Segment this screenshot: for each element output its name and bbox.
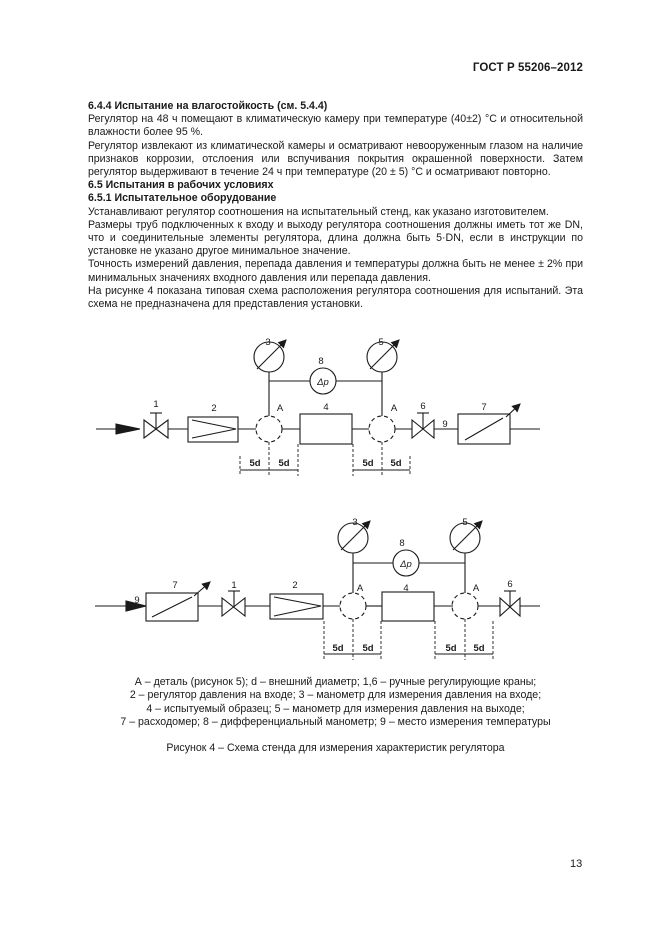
dim-label-5d: 5d (473, 643, 485, 654)
dim-label-5d: 5d (390, 458, 402, 469)
legend-line: 7 – расходомер; 8 – дифференциальный манометр; 9 – место измерения температуры (120, 716, 551, 729)
inlet-regulator-2 (270, 594, 323, 619)
label-1: 1 (231, 580, 237, 591)
dimension-lines-bottom (324, 619, 493, 660)
document-code: ГОСТ Р 55206–2012 (472, 62, 583, 74)
label-a: A (276, 403, 284, 414)
label-5: 5 (378, 337, 384, 348)
inlet-arrow-icon (116, 424, 140, 434)
page-number: 13 (570, 858, 583, 870)
heading-644: 6.4.4 Испытание на влагостойкость (см. 5.4.4) (88, 100, 328, 112)
dim-label-5d: 5d (362, 458, 374, 469)
label-5: 5 (462, 517, 468, 528)
figure-legend (88, 676, 583, 730)
paragraph: На рисунке 4 показана типовая схема расположения регулятора соотношения для испытаний. Эта схема не предназначена для представления установки. (88, 284, 583, 311)
heading-651: 6.5.1 Испытательное оборудование (88, 192, 277, 205)
label-8: 8 (318, 356, 324, 367)
dim-label-5d: 5d (249, 458, 261, 469)
label-4: 4 (403, 583, 409, 594)
paragraph: Регулятор на 48 ч помещают в климатическую камеру при температуре (40±2) °С и относительной влажности более 95 %. (88, 113, 583, 139)
detail-a-inlet (256, 416, 282, 442)
label-9: 9 (134, 595, 140, 606)
label-6: 6 (507, 579, 513, 590)
dim-label-5d: 5d (362, 643, 374, 654)
valve-6 (500, 591, 520, 616)
label-8: 8 (399, 538, 405, 549)
detail-a-outlet (369, 416, 395, 442)
label-7: 7 (481, 402, 487, 413)
label-4: 4 (323, 402, 329, 413)
dim-label-5d: 5d (445, 643, 457, 654)
label-dp: Δp (400, 559, 412, 570)
detail-a-outlet (452, 593, 478, 619)
dim-label-5d: 5d (278, 458, 290, 469)
legend-line: 2 – регулятор давления на входе; 3 – манометр для измерения давления на входе; (129, 689, 542, 702)
valve-6 (412, 413, 434, 438)
dimension-lines-top (240, 442, 410, 476)
paragraph: Регулятор извлекают из климатической камеры и осматривают невооруженным глазом на наличие признаков коррозии, отслоения или вспучивания покрытия окрашенной поверхности. Затем регулятор выдерживают в течение 24 ч при температуре (20 ± 5) °С и осматривают повторно. (88, 139, 583, 179)
label-a: A (472, 583, 480, 594)
label-3: 3 (352, 517, 358, 528)
test-specimen-4 (300, 414, 352, 444)
figure-caption: Рисунок 4 – Схема стенда для измерения характеристик регулятора (166, 742, 505, 754)
label-9: 9 (442, 419, 448, 430)
detail-a-inlet (340, 593, 366, 619)
paragraph: Размеры труб подключенных к входу и выходу регулятора соотношения должны иметь тот же DN, что и соединительные элементы регулятора, длина должна быть 5·DN, если в инструкции по установке не указано другое минимальное значение. (88, 218, 583, 258)
flowmeter-7 (458, 414, 510, 444)
legend-line: 4 – испытуемый образец; 5 – манометр для измерения давления на выходе; (146, 702, 525, 715)
legend-line: А – деталь (рисунок 5); d – внешний диаметр; 1,6 – ручные регулирующие краны; (134, 676, 537, 688)
flowmeter-7 (146, 593, 198, 621)
test-specimen-4 (382, 592, 434, 621)
label-6: 6 (420, 401, 426, 412)
heading-65: 6.5 Испытания в рабочих условиях (88, 179, 274, 192)
valve-1 (144, 413, 168, 438)
paragraph: Точность измерений давления, перепада давления и температуры должна быть не менее ± 2% при минимальных значениях входного давления или перепада давления. (88, 258, 583, 284)
inlet-regulator-2 (188, 417, 238, 442)
valve-1 (222, 591, 245, 616)
paragraph: Устанавливают регулятор соотношения на испытательный стенд, как указано изготовителем. (88, 205, 549, 218)
label-a: A (356, 583, 364, 594)
label-7: 7 (172, 580, 178, 591)
label-dp: Δp (317, 377, 329, 388)
label-2: 2 (292, 580, 298, 591)
label-2: 2 (211, 403, 217, 414)
label-3: 3 (265, 337, 271, 348)
dim-label-5d: 5d (332, 643, 344, 654)
label-1: 1 (153, 399, 159, 410)
label-a: A (390, 403, 398, 414)
